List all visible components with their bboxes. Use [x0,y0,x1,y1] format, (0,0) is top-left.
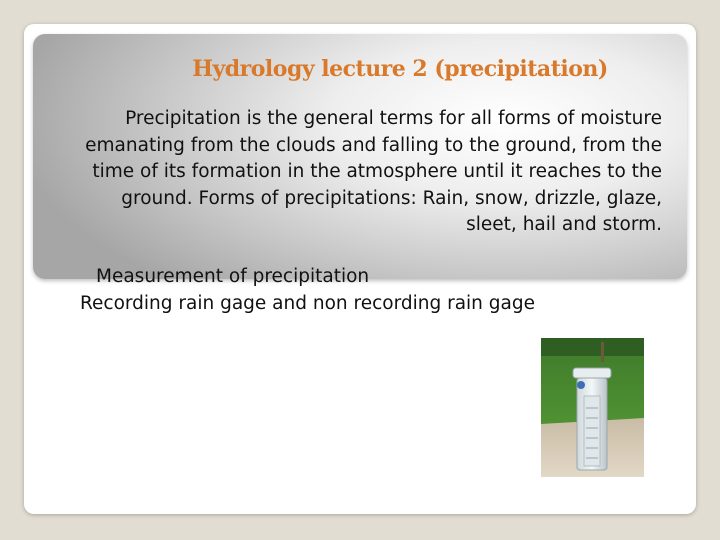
rain-gage-types: Recording rain gage and non recording rain gage [80,293,535,314]
measurement-heading: Measurement of precipitation [96,266,370,287]
slide-title: Hydrology lecture 2 (precipitation) [192,56,608,82]
rain-gauge-photo [541,338,644,477]
definition-paragraph: Precipitation is the general terms for all forms of moisture emanating from the clouds and falling to the ground, from the time of its formation in the atmosphere until it reaches to the ground. Forms of precipitations: Rain, snow, drizzle, glaze, sleet, hail and storm. [85,108,662,235]
